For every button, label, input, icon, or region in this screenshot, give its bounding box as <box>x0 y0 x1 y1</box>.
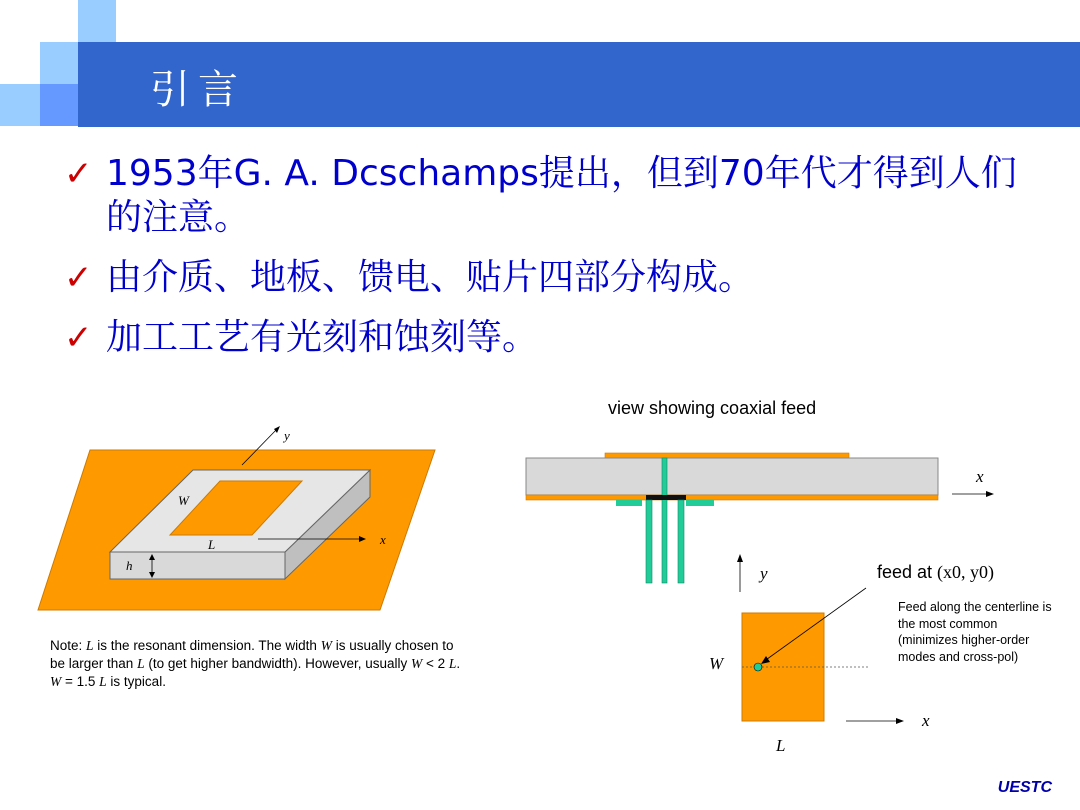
substrate-block <box>526 458 938 495</box>
footer-logo-text: UESTC <box>997 779 1052 796</box>
y-arrowhead <box>274 426 280 433</box>
feed-label: feed at (x0, y0) <box>877 562 995 582</box>
note-text: Note: L is the resonant dimension. The width W is usually chosen to be larger than L (to get higher bandwidth). However, usually W < 2 L. W = 1.5 L is typical. <box>50 638 461 689</box>
bullet-list <box>64 152 1024 376</box>
center-conductor <box>662 458 667 583</box>
feed-point <box>754 663 762 671</box>
l-label: L <box>208 537 216 552</box>
l-label: L <box>776 736 786 755</box>
bullet-text: 1953年G. A. Dcschamps提出，但到70年代才得到人们的注意。 <box>106 153 1017 238</box>
x-label: x <box>976 467 984 486</box>
substrate-side <box>110 552 285 579</box>
bullet-item <box>64 256 1024 300</box>
bullet-item <box>64 152 1024 240</box>
bullet-text: 由介质、地板、馈电、贴片四部分构成。 <box>106 257 755 298</box>
coax-outer <box>678 500 684 583</box>
w-label: W <box>709 654 724 673</box>
coax-flange <box>686 500 714 506</box>
bullet-text: 加工工艺有光刻和蚀刻等。 <box>106 317 539 358</box>
ground-strip <box>526 495 938 500</box>
coax-insulator <box>646 495 686 500</box>
x-arrowhead <box>896 718 904 724</box>
coax-caption: view showing coaxial feed <box>608 398 817 418</box>
x-label: x <box>380 532 386 547</box>
coax-outer <box>646 500 652 583</box>
feed-coord: (x0, y0) <box>937 562 995 582</box>
decor-square <box>40 84 78 126</box>
patch-antenna-diagram <box>30 415 450 615</box>
check-icon: ✓ <box>64 318 93 358</box>
feed-note: Feed along the centerline is the most common (minimizes higher-order modes and cross-pol) <box>898 600 1052 664</box>
x-label: x <box>922 711 930 730</box>
y-arrowhead <box>737 554 743 562</box>
check-icon: ✓ <box>64 258 93 298</box>
coax-flange <box>616 500 642 506</box>
bullet-item <box>64 316 1024 360</box>
slide-title: 引言 <box>150 67 246 113</box>
patch-strip <box>605 453 849 458</box>
w-label: W <box>178 493 189 508</box>
decor-square <box>0 84 40 126</box>
h-label: h <box>126 558 133 573</box>
decor-square <box>78 0 116 42</box>
x-arrowhead <box>986 491 994 497</box>
check-icon: ✓ <box>64 154 93 194</box>
y-label: y <box>284 428 290 443</box>
decor-square <box>40 42 78 84</box>
y-label: y <box>760 564 768 583</box>
